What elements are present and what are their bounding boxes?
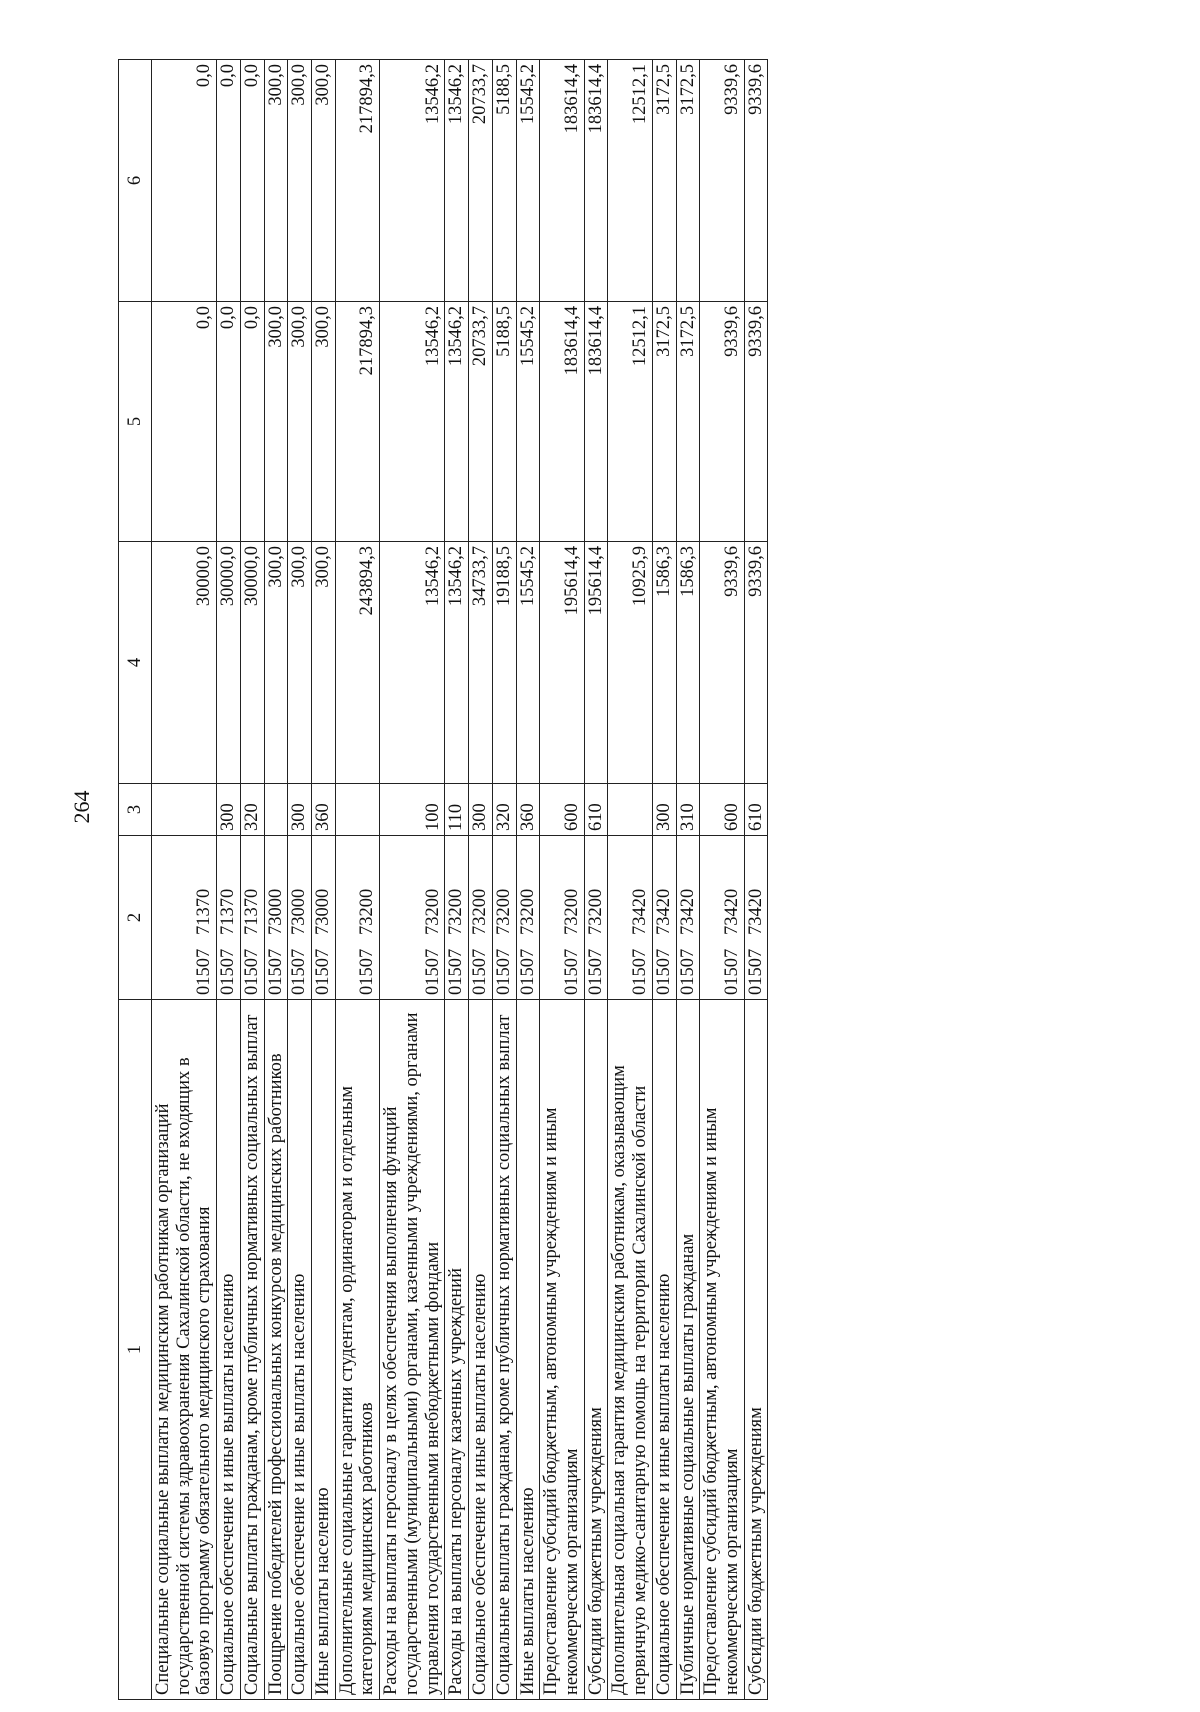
amount-col4-cell: 34733,7 (469, 542, 493, 784)
table-row (652, 60, 676, 1700)
amount-col5-cell: 13546,2 (380, 302, 445, 542)
amount-col5-cell: 183614,4 (540, 302, 584, 542)
row-name-cell: Социальное обеспечение и иные выплаты населению (217, 1000, 241, 1700)
row-name-cell: Субсидии бюджетным учреждениям (584, 1000, 608, 1700)
amount-col6-cell: 13546,2 (445, 60, 469, 302)
page-number: 264 (69, 790, 94, 824)
amount-col6-cell: 5188,5 (492, 60, 516, 302)
amount-col6-cell: 300,0 (264, 60, 288, 302)
table-row (288, 60, 312, 1700)
program-code: 01507 (313, 948, 334, 995)
program-code: 01507 (677, 948, 698, 995)
table-row (264, 60, 288, 1700)
table-row (584, 60, 608, 1700)
direction-code: 71370 (241, 888, 262, 935)
program-code: 01507 (517, 948, 538, 995)
program-code: 01507 (745, 948, 766, 995)
row-name-cell: Предоставление субсидий бюджетным, автономным учреждениям и иным некоммерческим организациям (700, 1000, 744, 1700)
program-code: 01507 (585, 948, 606, 995)
direction-code: 73200 (446, 888, 467, 935)
program-code: 01507 (630, 948, 651, 995)
rotated-page-content (118, 60, 1128, 1700)
amount-col4-cell: 195614,4 (584, 542, 608, 784)
expense-type-cell: 300 (288, 784, 312, 836)
direction-code: 73420 (630, 888, 651, 935)
amount-col6-cell: 20733,7 (469, 60, 493, 302)
target-article-cell (492, 836, 516, 1000)
column-header-3: 3 (119, 784, 152, 836)
target-article-cell (240, 836, 264, 1000)
amount-col5-cell: 12512,1 (608, 302, 652, 542)
amount-col6-cell: 13546,2 (380, 60, 445, 302)
amount-col6-cell: 0,0 (152, 60, 217, 302)
table-row (744, 60, 768, 1700)
direction-code: 73420 (745, 888, 766, 935)
amount-col4-cell: 13546,2 (445, 542, 469, 784)
row-name-cell: Социальные выплаты гражданам, кроме публичных нормативных социальных выплат (240, 1000, 264, 1700)
direction-code: 73200 (357, 888, 378, 935)
target-article-cell (288, 836, 312, 1000)
target-article-cell (744, 836, 768, 1000)
row-name-cell: Социальное обеспечение и иные выплаты населению (288, 1000, 312, 1700)
expense-type-cell: 310 (676, 784, 700, 836)
row-name-cell: Социальное обеспечение и иные выплаты населению (652, 1000, 676, 1700)
expense-type-cell (152, 784, 217, 836)
amount-col4-cell: 195614,4 (540, 542, 584, 784)
table-row (608, 60, 652, 1700)
amount-col5-cell: 3172,5 (652, 302, 676, 542)
direction-code: 73200 (585, 888, 606, 935)
table-row (152, 60, 217, 1700)
target-article-cell (312, 836, 336, 1000)
amount-col6-cell: 217894,3 (335, 60, 379, 302)
expense-type-cell: 300 (652, 784, 676, 836)
table-row (700, 60, 744, 1700)
expense-type-cell (335, 784, 379, 836)
row-name-cell: Публичные нормативные социальные выплаты гражданам (676, 1000, 700, 1700)
program-code: 01507 (265, 948, 286, 995)
amount-col6-cell: 300,0 (288, 60, 312, 302)
program-code: 01507 (721, 948, 742, 995)
expense-type-cell (608, 784, 652, 836)
expense-type-cell: 320 (492, 784, 516, 836)
row-name-cell: Предоставление субсидий бюджетным, автономным учреждениям и иным некоммерческим организациям (540, 1000, 584, 1700)
row-name-cell: Иные выплаты населению (516, 1000, 540, 1700)
expense-type-cell: 600 (700, 784, 744, 836)
expense-type-cell: 360 (516, 784, 540, 836)
column-header-4: 4 (119, 542, 152, 784)
expense-type-cell (264, 784, 288, 836)
direction-code: 73200 (470, 888, 491, 935)
amount-col5-cell: 217894,3 (335, 302, 379, 542)
target-article-cell (380, 836, 445, 1000)
amount-col4-cell: 15545,2 (516, 542, 540, 784)
column-header-5: 5 (119, 302, 152, 542)
row-name-cell: Расходы на выплаты персоналу в целях обеспечения выполнения функций государственными (муниципальными) органами, казенными учреждениями, органами управления государственными внебюджетными фондами (380, 1000, 445, 1700)
amount-col5-cell: 0,0 (217, 302, 241, 542)
amount-col4-cell: 9339,6 (744, 542, 768, 784)
program-code: 01507 (289, 948, 310, 995)
target-article-cell (652, 836, 676, 1000)
amount-col5-cell: 300,0 (312, 302, 336, 542)
amount-col5-cell: 5188,5 (492, 302, 516, 542)
direction-code: 71370 (194, 888, 215, 935)
amount-col4-cell: 243894,3 (335, 542, 379, 784)
program-code: 01507 (218, 948, 239, 995)
table-row (312, 60, 336, 1700)
expense-type-cell: 300 (217, 784, 241, 836)
amount-col4-cell: 300,0 (288, 542, 312, 784)
amount-col5-cell: 0,0 (152, 302, 217, 542)
amount-col4-cell: 300,0 (312, 542, 336, 784)
amount-col4-cell: 9339,6 (700, 542, 744, 784)
table-row (540, 60, 584, 1700)
program-code: 01507 (653, 948, 674, 995)
row-name-cell: Специальные социальные выплаты медицинским работникам организаций государственной системы здравоохранения Сахалинской области, не входящих в базовую программу обязательного медицинского страхования (152, 1000, 217, 1700)
program-code: 01507 (241, 948, 262, 995)
amount-col4-cell: 30000,0 (240, 542, 264, 784)
direction-code: 71370 (218, 888, 239, 935)
direction-code: 73200 (493, 888, 514, 935)
amount-col6-cell: 9339,6 (744, 60, 768, 302)
target-article-cell (584, 836, 608, 1000)
target-article-cell (335, 836, 379, 1000)
amount-col6-cell: 300,0 (312, 60, 336, 302)
row-name-cell: Дополнительные социальные гарантии студентам, ординаторам и отдельным категориям медицинских работников (335, 1000, 379, 1700)
direction-code: 73200 (422, 888, 443, 935)
amount-col5-cell: 20733,7 (469, 302, 493, 542)
amount-col6-cell: 12512,1 (608, 60, 652, 302)
target-article-cell (217, 836, 241, 1000)
table-row (380, 60, 445, 1700)
expense-type-cell: 600 (540, 784, 584, 836)
target-article-cell (264, 836, 288, 1000)
direction-code: 73000 (313, 888, 334, 935)
row-name-cell: Поощрение победителей профессиональных конкурсов медицинских работников (264, 1000, 288, 1700)
program-code: 01507 (357, 948, 378, 995)
amount-col6-cell: 3172,5 (676, 60, 700, 302)
direction-code: 73420 (721, 888, 742, 935)
program-code: 01507 (493, 948, 514, 995)
target-article-cell (469, 836, 493, 1000)
program-code: 01507 (194, 948, 215, 995)
amount-col5-cell: 15545,2 (516, 302, 540, 542)
amount-col6-cell: 183614,4 (540, 60, 584, 302)
amount-col4-cell: 13546,2 (380, 542, 445, 784)
amount-col6-cell: 3172,5 (652, 60, 676, 302)
row-name-cell: Иные выплаты населению (312, 1000, 336, 1700)
expense-type-cell: 610 (584, 784, 608, 836)
expense-type-cell: 100 (380, 784, 445, 836)
direction-code: 73000 (289, 888, 310, 935)
program-code: 01507 (446, 948, 467, 995)
amount-col5-cell: 3172,5 (676, 302, 700, 542)
target-article-cell (700, 836, 744, 1000)
amount-col4-cell: 30000,0 (217, 542, 241, 784)
direction-code: 73420 (653, 888, 674, 935)
amount-col6-cell: 9339,6 (700, 60, 744, 302)
amount-col5-cell: 13546,2 (445, 302, 469, 542)
expense-type-cell: 300 (469, 784, 493, 836)
row-name-cell: Социальные выплаты гражданам, кроме публичных нормативных социальных выплат (492, 1000, 516, 1700)
row-name-cell: Социальное обеспечение и иные выплаты населению (469, 1000, 493, 1700)
amount-col4-cell: 300,0 (264, 542, 288, 784)
amount-col5-cell: 300,0 (288, 302, 312, 542)
column-header-2: 2 (119, 836, 152, 1000)
amount-col5-cell: 9339,6 (700, 302, 744, 542)
amount-col5-cell: 0,0 (240, 302, 264, 542)
target-article-cell (608, 836, 652, 1000)
row-name-cell: Дополнительная социальная гарантия медицинским работникам, оказывающим первичную медико-санитарную помощь на территории Сахалинской области (608, 1000, 652, 1700)
direction-code: 73420 (677, 888, 698, 935)
direction-code: 73000 (265, 888, 286, 935)
expense-type-cell: 320 (240, 784, 264, 836)
target-article-cell (516, 836, 540, 1000)
target-article-cell (445, 836, 469, 1000)
table-header-row (119, 60, 152, 1700)
budget-table (118, 59, 768, 1700)
amount-col6-cell: 0,0 (240, 60, 264, 302)
amount-col5-cell: 183614,4 (584, 302, 608, 542)
amount-col5-cell: 300,0 (264, 302, 288, 542)
expense-type-cell: 610 (744, 784, 768, 836)
target-article-cell (152, 836, 217, 1000)
amount-col4-cell: 10925,9 (608, 542, 652, 784)
row-name-cell: Субсидии бюджетным учреждениям (744, 1000, 768, 1700)
amount-col5-cell: 9339,6 (744, 302, 768, 542)
direction-code: 73200 (517, 888, 538, 935)
table-row (492, 60, 516, 1700)
amount-col6-cell: 0,0 (217, 60, 241, 302)
program-code: 01507 (470, 948, 491, 995)
table-row (240, 60, 264, 1700)
target-article-cell (676, 836, 700, 1000)
column-header-1: 1 (119, 1000, 152, 1700)
amount-col6-cell: 15545,2 (516, 60, 540, 302)
table-row (469, 60, 493, 1700)
amount-col4-cell: 19188,5 (492, 542, 516, 784)
amount-col4-cell: 1586,3 (652, 542, 676, 784)
amount-col4-cell: 30000,0 (152, 542, 217, 784)
table-row (335, 60, 379, 1700)
table-row (217, 60, 241, 1700)
program-code: 01507 (422, 948, 443, 995)
expense-type-cell: 110 (445, 784, 469, 836)
column-header-6: 6 (119, 60, 152, 302)
expense-type-cell: 360 (312, 784, 336, 836)
table-row (676, 60, 700, 1700)
row-name-cell: Расходы на выплаты персоналу казенных учреждений (445, 1000, 469, 1700)
amount-col4-cell: 1586,3 (676, 542, 700, 784)
budget-table-sheet (118, 60, 1128, 1700)
program-code: 01507 (561, 948, 582, 995)
table-body (152, 60, 768, 1700)
amount-col6-cell: 183614,4 (584, 60, 608, 302)
table-row (516, 60, 540, 1700)
table-row (445, 60, 469, 1700)
target-article-cell (540, 836, 584, 1000)
direction-code: 73200 (561, 888, 582, 935)
